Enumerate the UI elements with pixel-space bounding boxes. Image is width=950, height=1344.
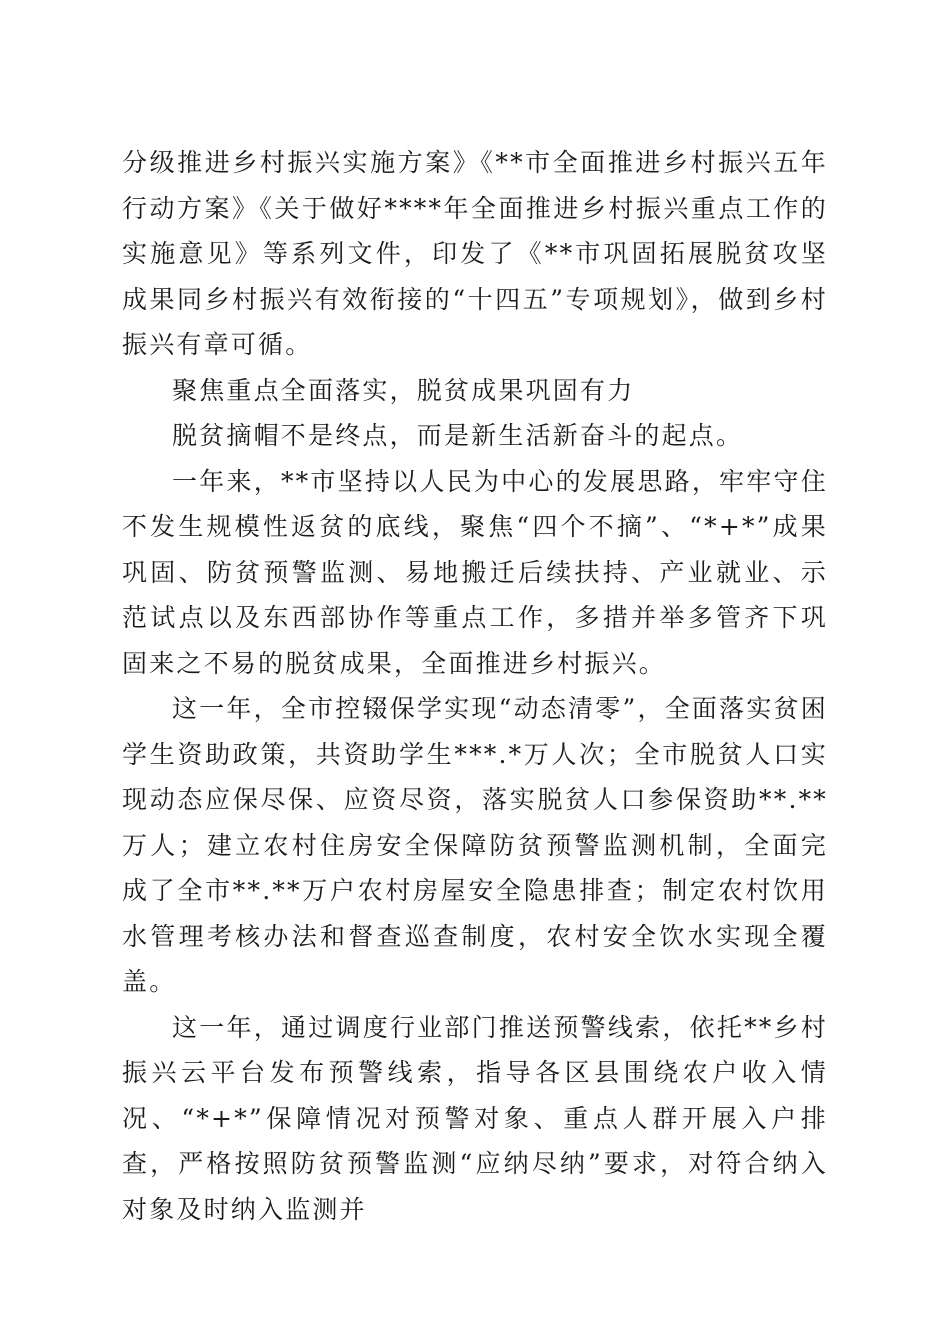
paragraph-intro: 脱贫摘帽不是终点，而是新生活新奋斗的起点。: [172, 421, 744, 450]
paragraph-education-housing: 这一年，全市控辍保学实现“动态清零”，全面落实贫困学生资助政策，共资助学生***.*万人次；全市脱贫人口实现动态应保尽保、应资尽资，落实脱贫人口参保资助**.**万人；建立农村住房安全保障防贫预警监测机制，全面完成了全市**.**万户农村房屋安全隐患排查；制定农村饮用水管理考核办法和督查巡查制度，农村安全饮水实现全覆盖。: [122, 694, 828, 996]
paragraph-section-heading: 聚焦重点全面落实，脱贫成果巩固有力: [172, 375, 635, 405]
paragraph-warning-monitoring: 这一年，通过调度行业部门推送预警线索，依托**乡村振兴云平台发布预警线索，指导各区县围绕农户收入情况、“*+*”保障情况对预警对象、重点人群开展入户排查，严格按照防贫预警监测“应纳尽纳”要求，对符合纳入对象及时纳入监测并: [122, 1012, 828, 1224]
document-body: [122, 140, 828, 1232]
paragraph-year-summary: 一年来，**市坚持以人民为中心的发展思路，牢牢守住不发生规模性返贫的底线，聚焦“四个不摘”、“*+*”成果巩固、防贫预警监测、易地搬迁后续扶持、产业就业、示范试点以及东西部协作等重点工作，多措并举多管齐下巩固来之不易的脱贫成果，全面推进乡村振兴。: [122, 466, 828, 678]
paragraph-policy-documents: 分级推进乡村振兴实施方案》《**市全面推进乡村振兴五年行动方案》《关于做好****年全面推进乡村振兴重点工作的实施意见》等系列文件，印发了《**市巩固拓展脱贫攻坚成果同乡村振兴有效衔接的“十四五”专项规划》，做到乡村振兴有章可循。: [122, 148, 828, 359]
